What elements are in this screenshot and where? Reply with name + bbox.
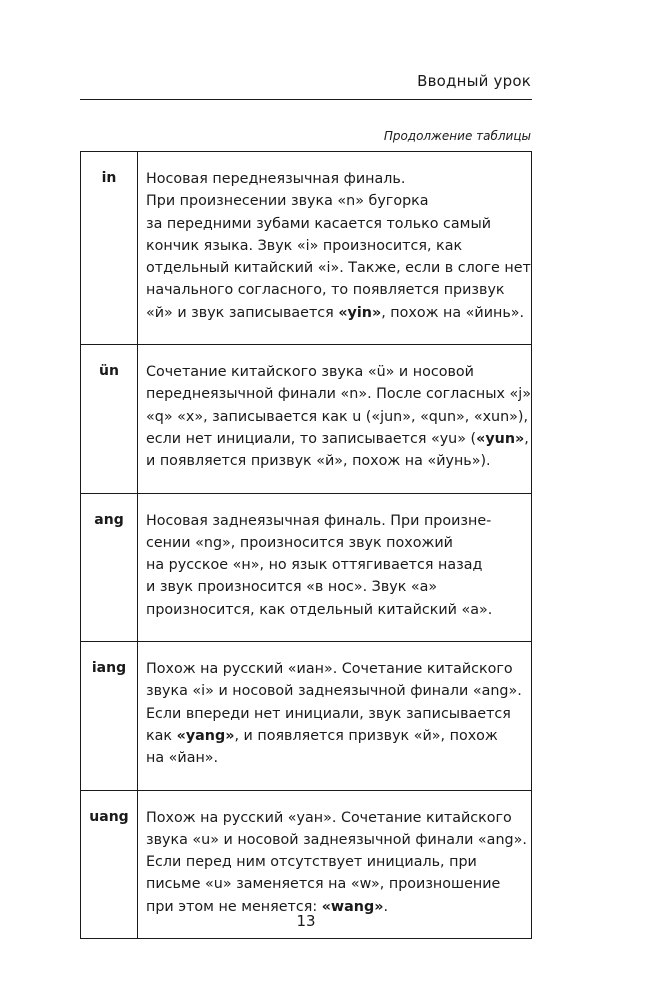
description-cell [138,345,532,493]
description-text: и звук произносится «в нос». Звук «a» [146,579,438,596]
table-row [81,152,532,345]
pinyin-bold-text: «wang» [321,898,384,915]
description-text: Похож на русский «иан». Сочетание китайского [146,661,513,678]
running-header-title: Вводный урок [417,72,531,90]
description-line [146,532,527,554]
description-line [146,851,527,873]
description-line [146,576,527,598]
description-text: при этом не меняется: [146,898,322,915]
description-text: переднеязычной финали «n». После согласных «j» [146,386,531,403]
description-line [146,383,531,405]
final-cell: iang [81,642,138,790]
description-text: если нет инициали, то записывается «yu» ( [146,430,477,447]
description-line [146,168,527,190]
description-cell [138,493,532,641]
description-line [146,257,531,279]
table-row [81,642,532,790]
description-cell [138,642,532,790]
phonetic-finals-table [80,151,532,939]
description-text: как [146,727,177,744]
table-row [81,493,532,641]
description-text: Если перед ним отсутствует инициаль, при [146,854,477,871]
description-text: сении «ng», произносится звук похожий [146,534,453,551]
description-line [146,725,527,747]
description-text: Носовая заднеязычная финаль. При произне- [146,512,492,529]
description-text: Похож на русский «уан». Сочетание китайского [146,809,512,826]
final-cell: in [81,152,138,345]
description-text: начального согласного, то появляется призвук [146,282,505,299]
description-text: звука «u» и носовой заднеязычной финали «ang». [146,831,527,848]
description-text: «й» и звук записывается [146,304,339,321]
description-cell [138,152,532,345]
description-line [146,213,527,235]
table-body [81,152,532,939]
final-cell: uang [81,790,138,938]
pinyin-bold-text: «yin» [338,304,382,321]
description-line [146,450,527,472]
description-text: Носовая переднеязычная финаль. [146,171,406,187]
table-row [81,345,532,493]
description-text: , и появляется призвук «й», похож [234,727,498,744]
description-line [146,807,527,829]
description-line [146,599,527,621]
description-text: произносится, как отдельный китайский «a». [146,601,493,618]
description-text: звука «i» и носовой заднеязычной финали «ang». [146,683,522,700]
final-cell: ang [81,493,138,641]
final-cell: ün [81,345,138,493]
page-number: 13 [296,912,316,930]
description-line [146,829,527,851]
description-text: , похож на «йинь». [381,304,525,321]
description-text: Сочетание китайского звука «ü» и носовой [146,364,474,381]
header-rule [80,99,532,100]
description-text: письме «u» заменяется на «w», произношение [146,876,501,893]
description-line [146,406,527,428]
description-text: , [524,430,529,447]
description-line [146,302,527,324]
description-text: за передними зубами касается только самый [146,215,492,232]
table-continuation-note: Продолжение таблицы [383,129,531,143]
description-line [146,190,527,212]
description-line [146,873,527,895]
description-line [146,510,527,532]
description-text: и появляется призвук «й», похож на «йунь»). [146,453,491,470]
description-text: При произнесении звука «n» бугорка [146,193,429,210]
description-line [146,361,527,383]
description-line [146,703,527,725]
description-line [146,279,527,301]
pinyin-bold-text: «yun» [476,430,525,447]
description-line [146,747,527,769]
description-line [146,680,527,702]
description-text: «q» «x», записывается как u («jun», «qun», «xun»), [146,408,529,425]
description-text: отдельный китайский «i». Также, если в слоге нет [146,260,531,277]
description-text: кончик языка. Звук «i» произносится, как [146,237,463,254]
pinyin-bold-text: «yang» [176,727,235,744]
description-text: на «йан». [146,750,219,767]
description-line [146,428,527,450]
description-text: на русское «н», но язык оттягивается назад [146,557,483,574]
description-line [146,554,527,576]
description-line [146,235,527,257]
description-text: Если впереди нет инициали, звук записывается [146,705,511,722]
description-text: . [383,898,388,915]
description-line [146,658,527,680]
